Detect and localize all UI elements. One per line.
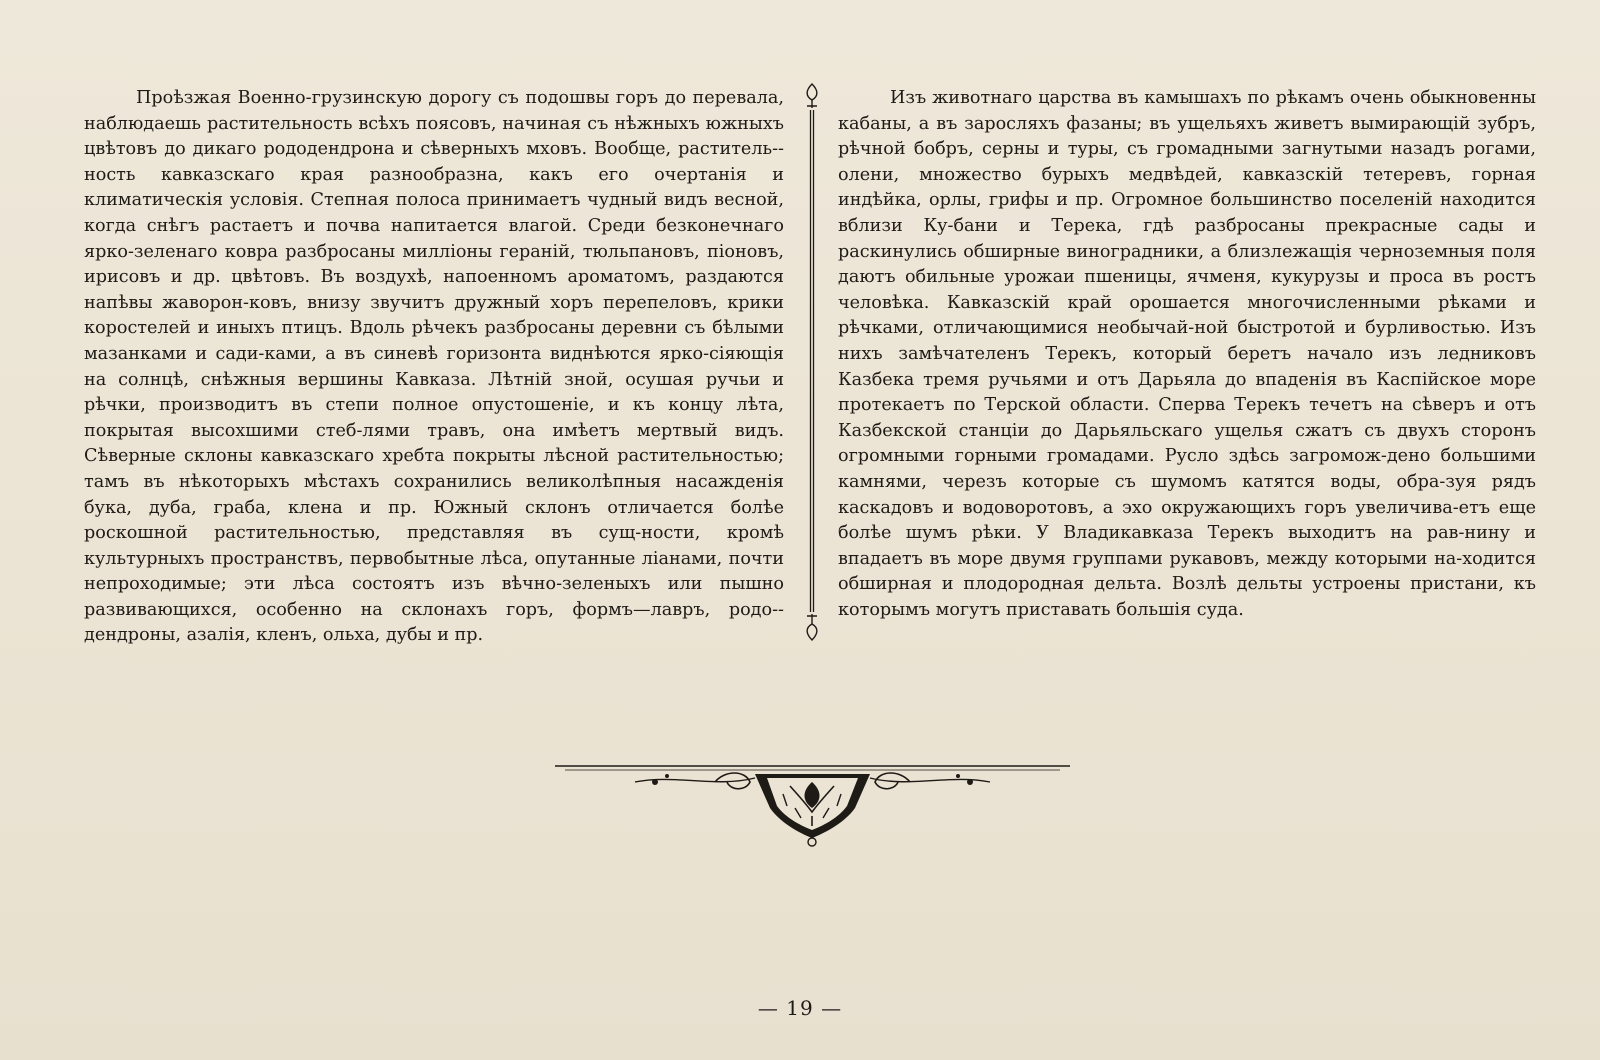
left-paragraph: Проѣзжая Военно-грузинскую дорогу съ подошвы горъ до перевала, наблюдаешь растительность всѣхъ поясовъ, начиная съ нѣжныхъ южныхъ цвѣтовъ до дикаго рододендрона и сѣверныхъ мховъ. Вообще, раститель-ность кавказскаго края разнообразна, какъ его очертанія и климатическія условія. Степная полоса принимаетъ чудный видъ весной, когда снѣгъ растаетъ и почва напитается влагой. Среди безконечнаго ярко-зеленаго ковра разбросаны милліоны гераній, тюльпановъ, піоновъ, ирисовъ и др. цвѣтовъ. Въ воздухѣ, напоенномъ ароматомъ, раздаются напѣвы жаворон-ковъ, внизу звучитъ дружный хоръ перепеловъ, крики коростелей и иныхъ птицъ. Вдоль рѣчекъ разбросаны деревни съ бѣлыми мазанками и сади-ками, а въ синевѣ горизонта виднѣются ярко-сіяющія на солнцѣ, снѣжныя вершины Кавказа. Лѣтній зной, осушая ручьи и рѣчки, производитъ въ степи полное опустошеніе, и къ концу лѣта, покрытая высохшими стеб-лями травъ, она имѣетъ мертвый видъ. Сѣверные склоны кавказскаго хребта покрыты лѣсной растительностью; тамъ въ нѣкоторыхъ мѣстахъ сохранились великолѣпныя насажденія бука, дуба, граба, клена и пр. Южный склонъ отличается болѣе роскошной растительностью, представляя въ сущ-ности, кромѣ культурныхъ пространствъ, первобытные лѣса, опутанные ліанами, почти непроходимые; эти лѣса состоятъ изъ вѣчно-зеленыхъ или пышно развивающихся, особенно на склонахъ горъ, формъ—лавръ, родо-дендроны, азалія, кленъ, ольха, дубы и пр.: [84, 88, 784, 646]
page-number: — 19 —: [757, 996, 843, 1020]
right-text-column: [838, 86, 1536, 623]
left-text-column: [84, 86, 784, 649]
column-divider-ornament: [800, 82, 824, 642]
right-paragraph: Изъ животнаго царства въ камышахъ по рѣкамъ очень обыкновенны кабаны, а въ заросляхъ фазаны; въ ущельяхъ живетъ вымирающій зубръ, рѣчной бобръ, серны и туры, съ громадными загнутыми назадъ рогами, олени, множество бурыхъ медвѣдей, кавказскій тетеревъ, горная индѣйка, орлы, грифы и пр. Огромное большинство поселеній находится вблизи Ку-бани и Терека, гдѣ разбросаны прекрасные сады и раскинулись обширные виноградники, а близлежащія черноземныя поля даютъ обильные урожаи пшеницы, ячменя, кукурузы и проса въ ростъ человѣка. Кавказскій край орошается многочисленными рѣками и рѣчками, отличающимися необычай-ной быстротой и бурливостью. Изъ нихъ замѣчателенъ Терекъ, который беретъ начало изъ ледниковъ Казбека тремя ручьями и отъ Дарьяла до впаденія въ Каспійское море протекаетъ по Терской области. Сперва Терекъ течетъ на сѣверъ и отъ Казбекской станціи до Дарьяльскаго ущелья сжатъ съ двухъ сторонъ огромными горными громадами. Русло здѣсь загромож-дено большими камнями, черезъ которые съ шумомъ катятся воды, обра-зуя рядъ каскадовъ и водоворотовъ, а эхо окружающихъ горъ увеличива-етъ еще болѣе шумъ рѣки. У Владикавказа Терекъ выходитъ на рав-нину и впадаетъ въ море двумя группами рукавовъ, между которыми на-ходится обширная и плодородная дельта. Возлѣ дельты устроены пристани, къ которымъ могутъ приставать большія суда.: [838, 88, 1536, 620]
decorative-vignette: [555, 760, 1070, 850]
